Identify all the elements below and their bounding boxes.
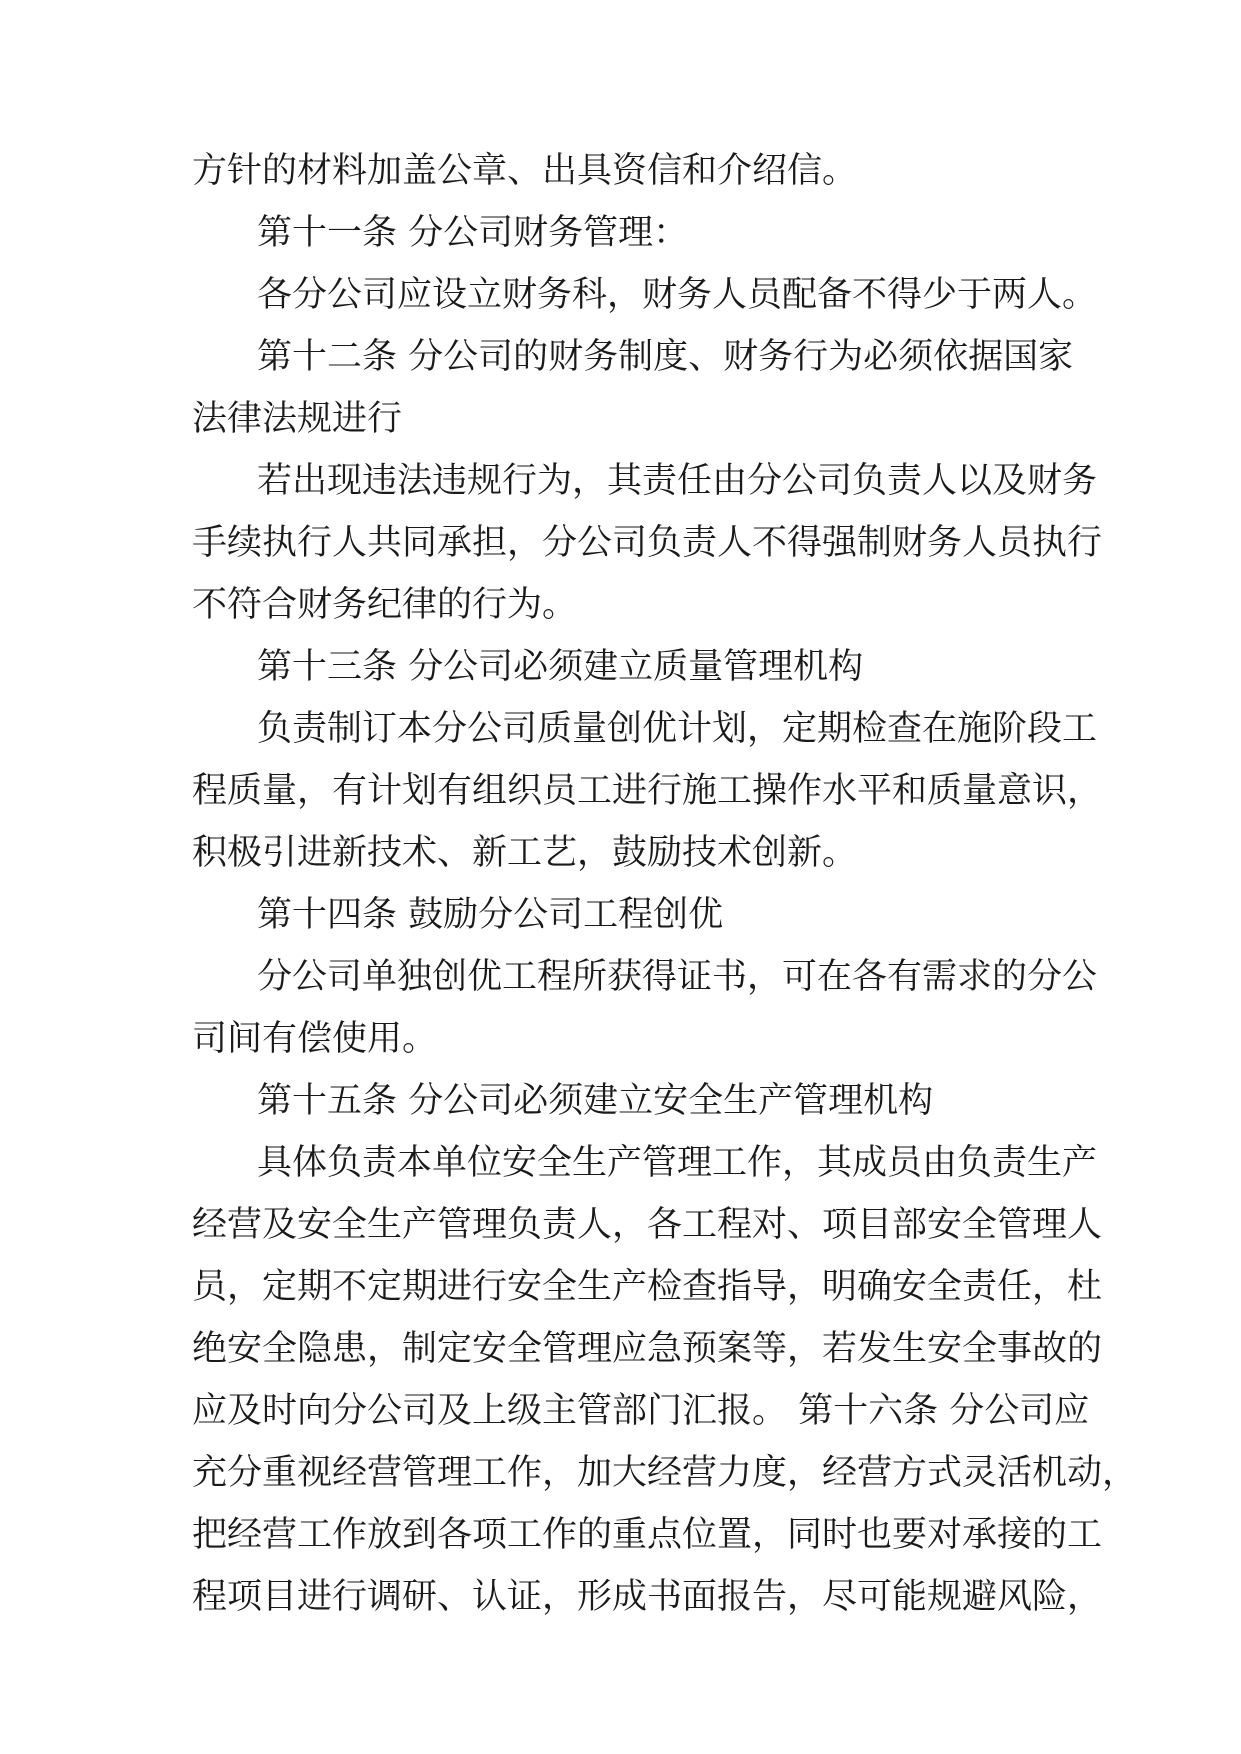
text-line: 把经营工作放到各项工作的重点位置，同时也要对承接的工: [192, 1515, 1103, 1555]
text-line: 负责制订本分公司质量创优计划，定期检查在施阶段工: [257, 709, 1098, 749]
text-line: 经营及安全生产管理负责人，各工程对、项目部安全管理人: [192, 1205, 1103, 1245]
text-line: 分公司单独创优工程所获得证书，可在各有需求的分公: [257, 957, 1098, 997]
text-line: 若出现违法违规行为，其责任由分公司负责人以及财务: [257, 461, 1098, 501]
article-heading: 第十五条 分公司必须建立安全生产管理机构: [257, 1081, 934, 1121]
text-line: 应及时向分公司及上级主管部门汇报。 第十六条 分公司应: [192, 1391, 1090, 1431]
text-line: 程质量，有计划有组织员工进行施工操作水平和质量意识，: [192, 771, 1103, 811]
article-heading: 第十四条 鼓励分公司工程创优: [257, 895, 724, 935]
text-line: 司间有偿使用。: [192, 1019, 438, 1059]
article-heading: 第十二条 分公司的财务制度、财务行为必须依据国家: [257, 337, 1074, 377]
text-line: 充分重视经营管理工作，加大经营力度，经营方式灵活机动，: [192, 1453, 1138, 1493]
text-line: 具体负责本单位安全生产管理工作，其成员由负责生产: [257, 1143, 1098, 1183]
text-line: 程项目进行调研、认证，形成书面报告，尽可能规避风险，: [192, 1577, 1103, 1617]
article-heading: 第十一条 分公司财务管理：: [257, 213, 689, 253]
article-heading: 第十三条 分公司必须建立质量管理机构: [257, 647, 864, 687]
text-line: 各分公司应设立财务科，财务人员配备不得少于两人。: [257, 275, 1098, 315]
text-line: 员，定期不定期进行安全生产检查指导，明确安全责任，杜: [192, 1267, 1103, 1307]
text-line: 不符合财务纪律的行为。: [192, 585, 578, 625]
text-line: 绝安全隐患，制定安全管理应急预案等，若发生安全事故的: [192, 1329, 1103, 1369]
text-line: 法律法规进行: [192, 399, 403, 439]
text-line: 积极引进新技术、新工艺，鼓励技术创新。: [192, 833, 858, 873]
text-line: 手续执行人共同承担，分公司负责人不得强制财务人员执行: [192, 523, 1103, 563]
text-line: 方针的材料加盖公章、出具资信和介绍信。: [192, 151, 858, 191]
